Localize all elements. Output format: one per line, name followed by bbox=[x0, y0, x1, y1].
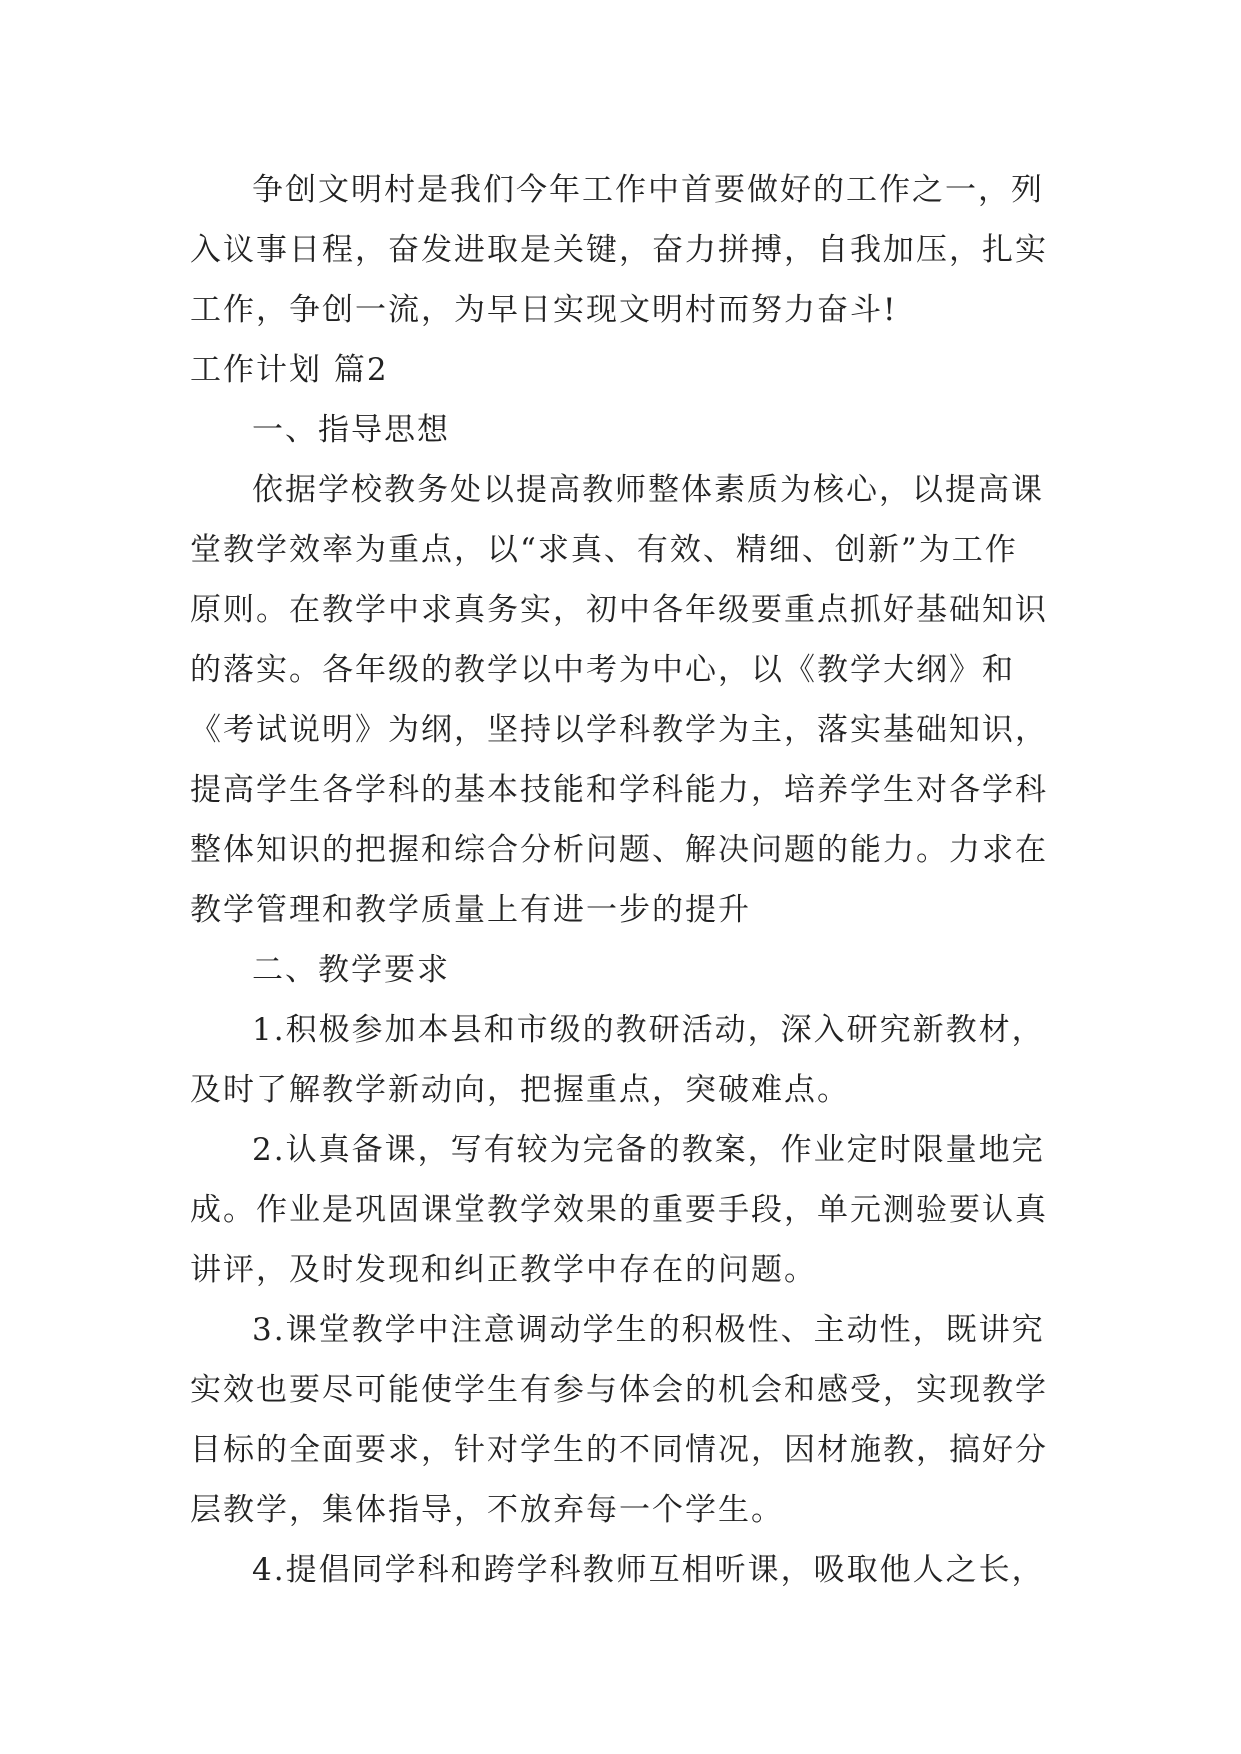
text-line: 层教学，集体指导，不放弃每一个学生。 bbox=[190, 1492, 784, 1528]
text-line: 4.提倡同学科和跨学科教师互相听课，吸取他人之长， bbox=[252, 1552, 1045, 1588]
text-line: 及时了解教学新动向，把握重点，突破难点。 bbox=[190, 1072, 850, 1108]
text-line: 争创文明村是我们今年工作中首要做好的工作之一，列 bbox=[252, 172, 1044, 208]
text-line: 工作，争创一流，为早日实现文明村而努力奋斗! bbox=[190, 292, 898, 328]
document-page bbox=[190, 160, 1060, 1600]
text-line: 讲评，及时发现和纠正教学中存在的问题。 bbox=[190, 1252, 817, 1288]
text-line: 的落实。各年级的教学以中考为中心，以《教学大纲》和 bbox=[190, 652, 1015, 688]
text-line: 实效也要尽可能使学生有参与体会的机会和感受，实现教学 bbox=[190, 1372, 1048, 1408]
text-line: 堂教学效率为重点，以“求真、有效、精细、创新”为工作 bbox=[190, 532, 1018, 568]
text-line: 依据学校教务处以提高教师整体素质为核心，以提高课 bbox=[252, 472, 1044, 508]
text-line: 目标的全面要求，针对学生的不同情况，因材施教，搞好分 bbox=[190, 1432, 1048, 1468]
text-line: 成。作业是巩固课堂教学效果的重要手段，单元测验要认真 bbox=[190, 1192, 1048, 1228]
text-line: 提高学生各学科的基本技能和学科能力，培养学生对各学科 bbox=[190, 772, 1048, 808]
text-line: 《考试说明》为纲，坚持以学科教学为主，落实基础知识， bbox=[190, 712, 1048, 748]
text-line: 2.认真备课，写有较为完备的教案，作业定时限量地完 bbox=[252, 1132, 1045, 1168]
text-line: 3.课堂教学中注意调动学生的积极性、主动性，既讲究 bbox=[252, 1312, 1045, 1348]
section-title: 工作计划 篇2 bbox=[190, 352, 389, 388]
text-line: 1.积极参加本县和市级的教研活动，深入研究新教材， bbox=[252, 1012, 1045, 1048]
text-line: 整体知识的把握和综合分析问题、解决问题的能力。力求在 bbox=[190, 832, 1048, 868]
text-line: 原则。在教学中求真务实，初中各年级要重点抓好基础知识 bbox=[190, 592, 1048, 628]
text-line: 教学管理和教学质量上有进一步的提升 bbox=[190, 892, 751, 928]
subsection-heading: 二、教学要求 bbox=[252, 952, 450, 988]
text-line: 入议事日程，奋发进取是关键，奋力拼搏，自我加压，扎实 bbox=[190, 232, 1048, 268]
subsection-heading: 一、指导思想 bbox=[252, 412, 450, 448]
